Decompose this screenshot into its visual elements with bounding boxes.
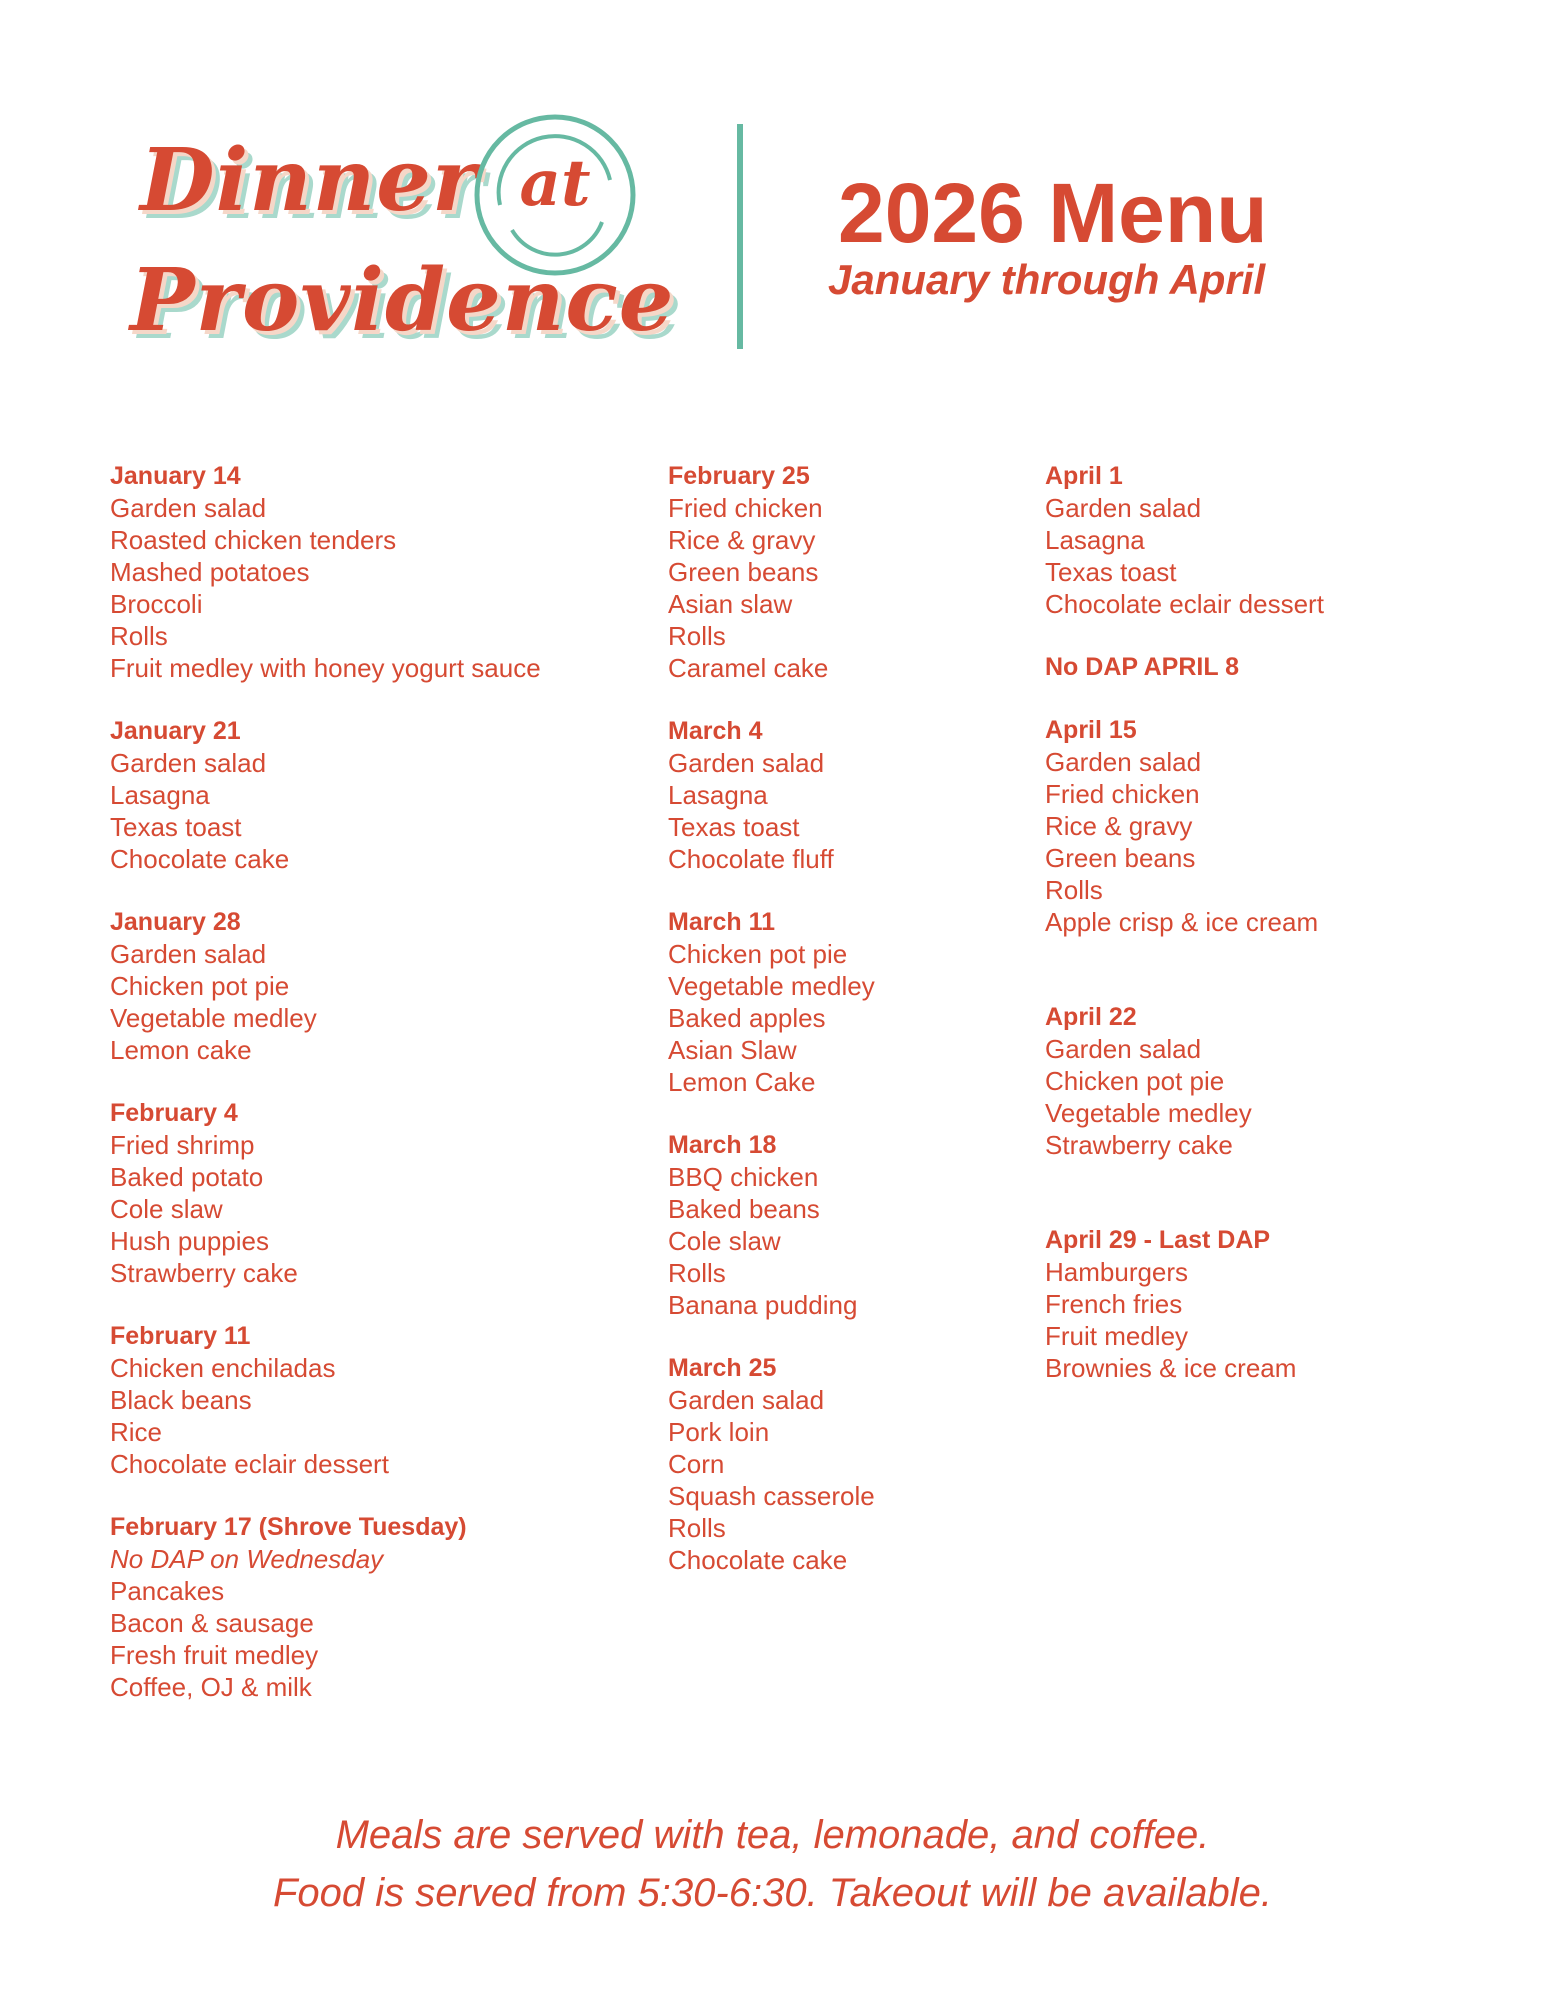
menu-item: Hush puppies (110, 1226, 269, 1256)
menu-section (1045, 460, 1324, 620)
menu-item: Asian slaw (668, 589, 793, 619)
menu-item: Vegetable medley (110, 1003, 317, 1033)
menu-item: Garden salad (110, 939, 267, 969)
menu-date: March 18 (668, 1131, 777, 1159)
footer-service-note: Food is served from 5:30-6:30. Takeout will be available. (272, 1871, 1273, 1915)
menu-date: April 22 (1045, 1003, 1137, 1031)
menu-item: Rolls (668, 1258, 726, 1288)
menu-section (668, 906, 875, 1098)
menu-item: Squash casserole (668, 1481, 875, 1511)
menu-column-2 (668, 460, 875, 1607)
dinner-at-providence-logo (130, 110, 675, 370)
menu-section (1045, 651, 1324, 683)
menu-section (668, 1129, 875, 1321)
menu-item: Rolls (668, 1513, 726, 1543)
menu-item: Caramel cake (668, 653, 829, 683)
menu-date: April 15 (1045, 716, 1137, 744)
menu-date: April 29 - Last DAP (1045, 1226, 1271, 1254)
menu-item: Chocolate eclair dessert (1045, 589, 1324, 619)
header-divider (737, 124, 743, 349)
menu-section (110, 1511, 541, 1703)
menu-section (110, 460, 541, 684)
menu-item: Cole slaw (110, 1194, 223, 1224)
logo-word-providence: Providence (130, 250, 675, 351)
menu-section (110, 1097, 541, 1289)
menu-item: Chicken pot pie (1045, 1066, 1225, 1096)
menu-item: Broccoli (110, 589, 203, 619)
menu-item: Fruit medley (1045, 1321, 1189, 1351)
menu-item: Garden salad (110, 748, 267, 778)
footer-drinks-note: Meals are served with tea, lemonade, and coffee. (335, 1813, 1210, 1857)
menu-item: Chicken enchiladas (110, 1353, 336, 1383)
menu-item: Vegetable medley (668, 971, 875, 1001)
menu-item: Fried chicken (668, 493, 823, 523)
menu-note: No DAP on Wednesday (110, 1544, 384, 1574)
menu-section (668, 715, 875, 875)
menu-item: Brownies & ice cream (1045, 1353, 1297, 1383)
menu-date: February 11 (110, 1322, 251, 1350)
menu-item: Roasted chicken tenders (110, 525, 397, 555)
section-spacer (1045, 938, 1324, 970)
menu-date: January 28 (110, 908, 241, 936)
menu-item: Baked potato (110, 1162, 264, 1192)
menu-date: February 25 (668, 462, 810, 490)
menu-item: Rolls (110, 621, 168, 651)
menu-column-1 (110, 460, 541, 1734)
menu-item: Baked beans (668, 1194, 820, 1224)
menu-section (110, 906, 541, 1066)
menu-item: Mashed potatoes (110, 557, 310, 587)
menu-item: Lasagna (110, 780, 210, 810)
menu-item: Lasagna (1045, 525, 1145, 555)
menu-date: No DAP APRIL 8 (1045, 653, 1240, 681)
menu-item: Texas toast (1045, 557, 1177, 587)
menu-item: Vegetable medley (1045, 1098, 1252, 1128)
menu-title: 2026 Menu (838, 166, 1268, 260)
logo-word-dinner: Dinner (140, 130, 479, 231)
menu-date: April 1 (1045, 462, 1123, 490)
menu-item: Chicken pot pie (110, 971, 290, 1001)
menu-item: Fried shrimp (110, 1130, 255, 1160)
menu-item: French fries (1045, 1289, 1183, 1319)
menu-item: Strawberry cake (110, 1258, 298, 1288)
menu-item: Chocolate cake (110, 844, 290, 874)
menu-item: Pork loin (668, 1417, 770, 1447)
menu-item: Hamburgers (1045, 1257, 1189, 1287)
menu-item: Rice & gravy (668, 525, 816, 555)
menu-item: Chocolate fluff (668, 844, 834, 874)
menu-item: Garden salad (110, 493, 267, 523)
menu-item: Black beans (110, 1385, 252, 1415)
menu-item: BBQ chicken (668, 1162, 819, 1192)
menu-subtitle: January through April (828, 256, 1266, 303)
menu-item: Fruit medley with honey yogurt sauce (110, 653, 541, 683)
menu-section (668, 460, 875, 684)
menu-date: March 4 (668, 717, 763, 745)
footer (0, 1806, 1545, 1922)
menu-item: Lemon Cake (668, 1067, 816, 1097)
menu-date: March 11 (668, 908, 776, 936)
menu-item: Green beans (668, 557, 819, 587)
logo-word-at: at (519, 146, 591, 221)
menu-date: January 14 (110, 462, 241, 490)
menu-item: Bacon & sausage (110, 1608, 314, 1638)
menu-item: Garden salad (668, 1385, 825, 1415)
menu-date: January 21 (110, 717, 241, 745)
menu-item: Cole slaw (668, 1226, 781, 1256)
menu-item: Texas toast (110, 812, 242, 842)
menu-item: Garden salad (1045, 747, 1202, 777)
menu-item: Corn (668, 1449, 725, 1479)
menu-date: February 4 (110, 1099, 238, 1127)
menu-item: Garden salad (668, 748, 825, 778)
menu-item: Lemon cake (110, 1035, 252, 1065)
menu-date: March 25 (668, 1354, 777, 1382)
menu-item: Asian Slaw (668, 1035, 797, 1065)
menu-section (668, 1352, 875, 1576)
menu-item: Apple crisp & ice cream (1045, 907, 1319, 937)
menu-item: Garden salad (1045, 493, 1202, 523)
menu-item: Fresh fruit medley (110, 1640, 319, 1670)
menu-date: February 17 (Shrove Tuesday) (110, 1513, 467, 1541)
menu-item: Green beans (1045, 843, 1196, 873)
menu-item: Rolls (668, 621, 726, 651)
menu-item: Chicken pot pie (668, 939, 848, 969)
menu-item: Fried chicken (1045, 779, 1200, 809)
menu-item: Rice (110, 1417, 163, 1447)
menu-item: Rice & gravy (1045, 811, 1193, 841)
menu-item: Lasagna (668, 780, 768, 810)
menu-section (110, 715, 541, 875)
menu-item: Texas toast (668, 812, 800, 842)
menu-item: Banana pudding (668, 1290, 858, 1320)
section-spacer (1045, 1161, 1324, 1193)
menu-item: Chocolate cake (668, 1545, 848, 1575)
menu-item: Coffee, OJ & milk (110, 1672, 312, 1702)
menu-item: Strawberry cake (1045, 1130, 1233, 1160)
menu-item: Pancakes (110, 1576, 225, 1606)
menu-section (1045, 1001, 1324, 1193)
menu-section (1045, 714, 1324, 970)
menu-item: Baked apples (668, 1003, 826, 1033)
menu-column-3 (1045, 460, 1324, 1415)
menu-section (1045, 1224, 1324, 1384)
menu-item: Garden salad (1045, 1034, 1202, 1064)
menu-section (110, 1320, 541, 1480)
menu-item: Rolls (1045, 875, 1103, 905)
menu-item: Chocolate eclair dessert (110, 1449, 389, 1479)
